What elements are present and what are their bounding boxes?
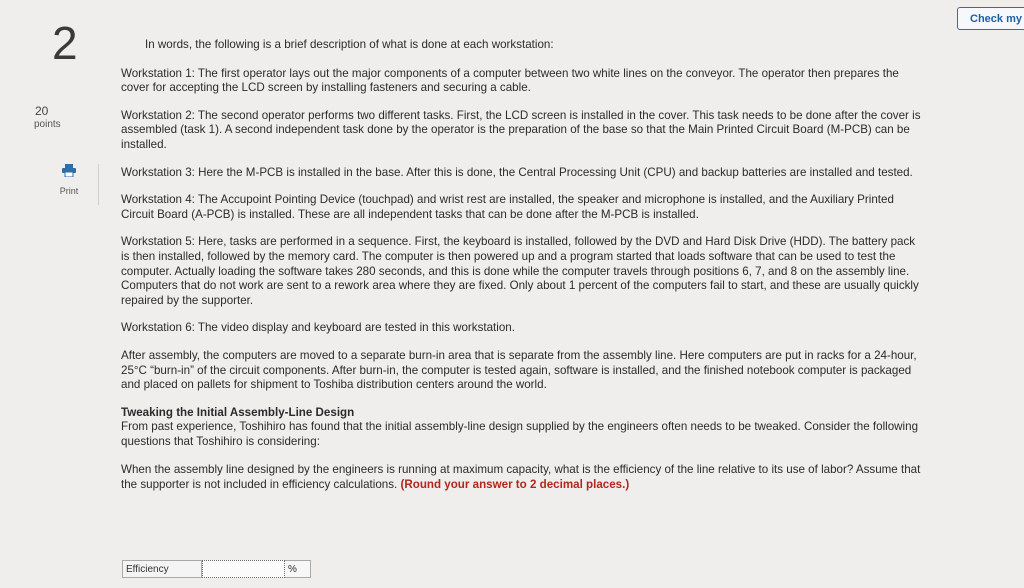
efficiency-label: Efficiency — [122, 560, 202, 578]
efficiency-answer-row — [122, 560, 311, 578]
print-button[interactable] — [40, 164, 99, 205]
question-text — [121, 463, 921, 492]
workstation-3-text: Workstation 3: Here the M-PCB is installed in the base. After this is done, the Central Processing Unit (CPU) and backup batteries are installed and tested. — [121, 165, 913, 179]
workstation-1-text: Workstation 1: The first operator lays out the major components of a computer between two white lines on the conveyor. The operator then prepares the cover for accepting the LCD screen by installing fasteners and securing a cable. — [121, 66, 899, 95]
rounding-note: (Round your answer to 2 decimal places.) — [400, 478, 630, 492]
tweaking-section — [121, 406, 921, 450]
question-sidebar — [0, 0, 100, 588]
question-body: When the assembly line designed by the engineers is running at maximum capacity, what is the efficiency of the line relative to its use of labor? Assume that the supporter is not included in efficiency calculations. — [121, 463, 921, 492]
question-content — [121, 38, 921, 506]
print-label: Print — [59, 186, 79, 196]
intro-text: In words, the following is a brief description of what is done at each workstation: — [145, 38, 554, 51]
after-assembly-text: After assembly, the computers are moved to a separate burn-in area that is separate from the assembly line. Here computers are put in racks for a 24-hour, 25°C “burn-in” of the circuit components. After burn-in, the computer is tested again, software is installed, and the finished notebook computer is packaged and placed on pallets for shipment to Toshiba distribution centers around the world. — [121, 348, 917, 392]
check-my-work-button[interactable]: Check my — [957, 7, 1024, 30]
tweaking-text: From past experience, Toshihiro has found that the initial assembly-line design supplied by the engineers often needs to be tweaked. Consider the following questions that Toshihiro is considering: — [121, 420, 919, 448]
question-number: 2 — [52, 17, 78, 69]
workstation-2-text: Workstation 2: The second operator performs two different tasks. First, the LCD screen is installed in the cover. This task needs to be done after the cover is assembled (task 1). A second independent task done by the operator is the preparation of the base so that the Main Printed Circuit Board (M-PCB) can be installed. — [121, 108, 921, 151]
points-value: 20 — [35, 104, 49, 118]
workstation-6-text: Workstation 6: The video display and keyboard are tested in this workstation. — [121, 321, 515, 335]
workstation-4-text: Workstation 4: The Accupoint Pointing Device (touchpad) and wrist rest are installed, the speaker and microphone is installed, and the Auxiliary Printed Circuit Board (A-PCB) is installed. These are all independent tasks that can be done after the M-PCB is installed. — [121, 193, 894, 221]
printer-icon — [62, 164, 76, 177]
tweaking-heading: Tweaking the Initial Assembly-Line Design — [121, 405, 355, 419]
points-label: points — [34, 119, 61, 130]
percent-unit: % — [285, 560, 311, 578]
efficiency-input[interactable] — [202, 560, 285, 578]
workstation-5-text: Workstation 5: Here, tasks are performed in a sequence. First, the keyboard is installed, followed by the DVD and Hard Disk Drive (HDD). The battery pack is then installed, followed by the memory card. The computer is then powered up and a program started that loads software that can be used to test the computer. Actually loading the software takes 280 seconds, and this is done while the computer travels through positions 6, 7, and 8 on the assembly line. Computers that do not work are sent to a rework area where they are fixed. Only about 1 percent of the computers fail to start, and these are usually quickly repaired by the supporter. — [121, 235, 919, 307]
